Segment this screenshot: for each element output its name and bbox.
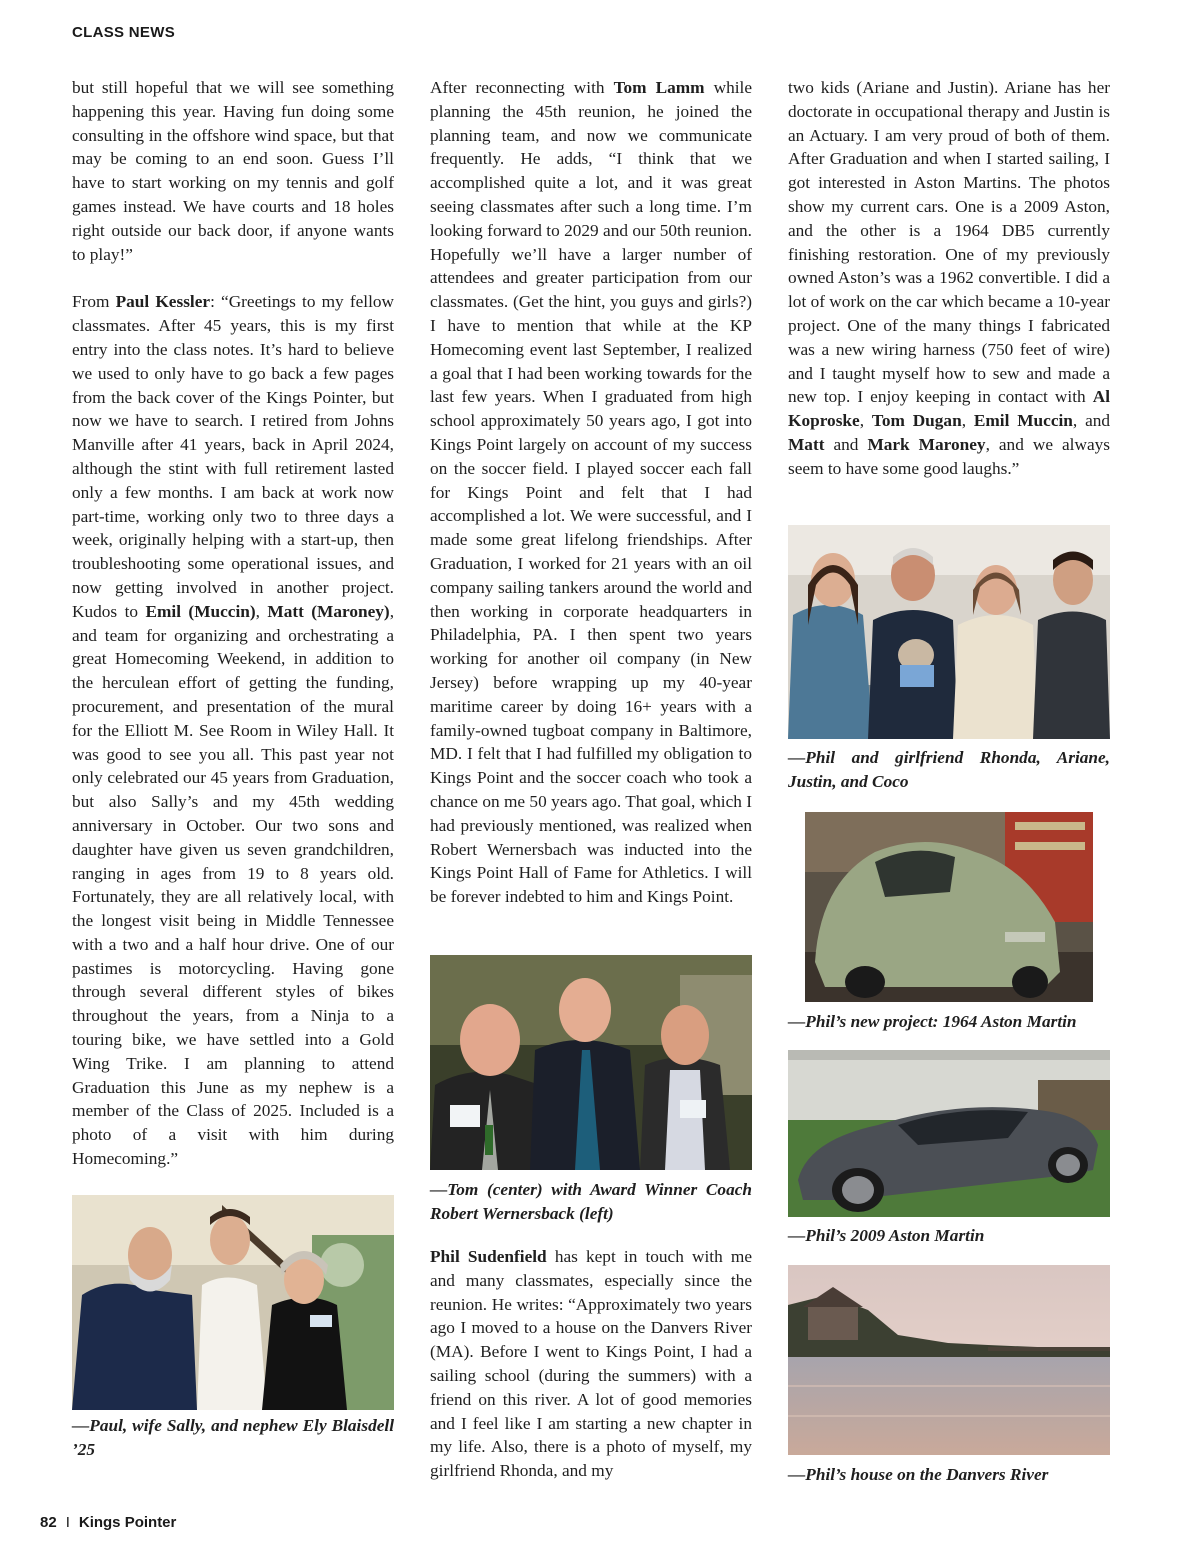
- caption-danvers-house: —Phil’s house on the Danvers River: [788, 1465, 1049, 1484]
- page-footer: [40, 1514, 176, 1531]
- publication-name: Kings Pointer: [78, 1514, 177, 1531]
- photo-project-car: [805, 812, 1093, 1002]
- section-header: CLASS NEWS: [72, 24, 176, 41]
- paragraph: two kids (Ariane and Justin). Ariane has her doctorate in occupational therapy and Justin is an Actuary. I am very proud of both of them. After Graduation and when I started sailing, I got interested in Aston Martins. The photos show my current cars. One is a 2009 Aston, and the other is a 1964 DB5 currently finishing restoration. One of my previously owned Aston’s was a 1962 convertible. I did a lot of work on the car which became a 10-year project. One of the many things I fabricated was a new wiring harness (750 feet of wire) and I taught myself how to sew and made a new top. I enjoy keeping in contact with Al Koproske, Tom Dugan, Emil Muccin, and Matt and Mark Maroney, and we always seem to have some good laughs.”: [788, 78, 1111, 478]
- page-number: 82: [40, 1514, 57, 1531]
- photo-tom-coach: [430, 955, 752, 1170]
- name-bold: Paul Kessler: [115, 292, 211, 312]
- paragraph: From Paul Kessler: “Greetings to my fellow classmates. After 45 years, this is my first entry into the class notes. It’s hard to believe we used to only have to go back a few pages from the back cover of the Kings Pointer, but now we have to search. I retired from Johns Manville after 41 years, back in April 2024, although the stint with full retirement lasted only a few months. I am back at work now part-time, working only two to three days a week, originally helping with a start-up, then troubleshooting some operational issues, and now getting involved in another project. Kudos to Emil (Muccin), Matt (Maroney), and team for organizing and orchestrating a great Homecoming Weekend, in addition to the herculean effort of getting the funding, procurement, and presentation of the mural for the Elliott M. See Room in Wiley Hall. It was good to see you all. This past year not only celebrated our 45 years from Graduation, but also Sally’s and my 45th wedding anniversary in October. Our two sons and daughter have given us seven grandchildren, ranging in ages from 19 to 8 years old. Fortunately, they are all relatively local, with the longest visit being in Middle Tennessee with a two and a half hour drive. One of our pastimes is motorcycling. Having gone through several different styles of bikes throughout the years, from a Ninja to a touring bike, we have settled into a Gold Wing Trike. I am planning to attend Graduation this June as my nephew is a member of the Class of 2025. Included is a photo of a visit with him during Homecoming.”: [72, 292, 395, 1169]
- footer-separator: I: [65, 1514, 70, 1531]
- column-1: [72, 76, 394, 1171]
- photo-phil-family: [788, 525, 1110, 739]
- paragraph: After reconnecting with Tom Lamm while planning the 45th reunion, he joined the planning team, and now we communicate frequently. He adds, “I think that we accomplished quite a lot, and it was great seeing classmates after such a long time. I’m looking forward to 2029 and our 50th reunion. Hopefully we’ll have a larger number of attendees and greater participation from our classmates. (Get the hint, you guys and girls?) I have to mention that while at the KP Homecoming event last September, I realized a goal that I had been working towards for the last few years. When I graduated from high school approximately 50 years ago, I got into Kings Point largely on account of my success on the soccer field. I played soccer each fall for Kings Point and felt that I had accomplished a lot. We were successful, and I made some great lifelong friendships. After Graduation, I worked for 21 years with an oil company sailing tankers around the world and then working in corporate headquarters in Philadelphia, PA. I then spent two years working for another oil company (in New Jersey) before wrapping up my 40-year maritime career by doing 16+ years with a family-owned tugboat company in Baltimore, MD. I felt that I had fulfilled my obligation to Kings Point and the soccer coach who took a chance on me 50 years ago. That goal, which I had previously mentioned, was realized when Robert Wernersbach was inducted into the Kings Point Hall of Fame for Athletics. I will be forever indebted to him and Kings Point.: [430, 78, 752, 907]
- photo-paul-family: [72, 1195, 394, 1410]
- column-2: [430, 76, 752, 909]
- column-2-lower: [430, 1245, 752, 1483]
- caption-phil-family: —Phil and girlfriend Rhonda, Ariane, Justin, and Coco: [788, 748, 1110, 791]
- caption-tom-coach: —Tom (center) with Award Winner Coach Robert Wernersback (left): [430, 1180, 752, 1223]
- photo-danvers-house: [788, 1265, 1110, 1455]
- caption-paul-family: —Paul, wife Sally, and nephew Ely Blaisdell ’25: [72, 1416, 394, 1459]
- name-bold: Tom Lamm: [613, 78, 705, 97]
- caption-project-car: —Phil’s new project: 1964 Aston Martin: [788, 1012, 1077, 1031]
- name-bold: Matt (Maroney): [267, 601, 390, 621]
- paragraph: Phil Sudenfield has kept in touch with me and many classmates, especially since the reunion. He writes: “Approximately two years ago I moved to a house on the Danvers River (MA). Before I went to Kings Point, I had a sailing school (during the summers) with a friend on this river. A lot of good memories and I feel like I am starting a new chapter in my life. Also, there is a photo of myself, my girlfriend Rhonda, and my: [430, 1247, 752, 1481]
- photo-2009-aston: [788, 1050, 1110, 1217]
- name-bold: Emil (Muccin): [145, 601, 256, 621]
- name-bold: Phil Sudenfield: [430, 1247, 547, 1266]
- column-3: [788, 76, 1110, 481]
- paragraph: but still hopeful that we will see something happening this year. Having fun doing some consulting in the offshore wind space, but that may be coming to an end soon. Guess I’ll have to start working on my tennis and golf games instead. We have courts and 18 holes right outside our back door, if anyone wants to play!”: [72, 78, 394, 264]
- caption-2009-aston: —Phil’s 2009 Aston Martin: [788, 1226, 985, 1245]
